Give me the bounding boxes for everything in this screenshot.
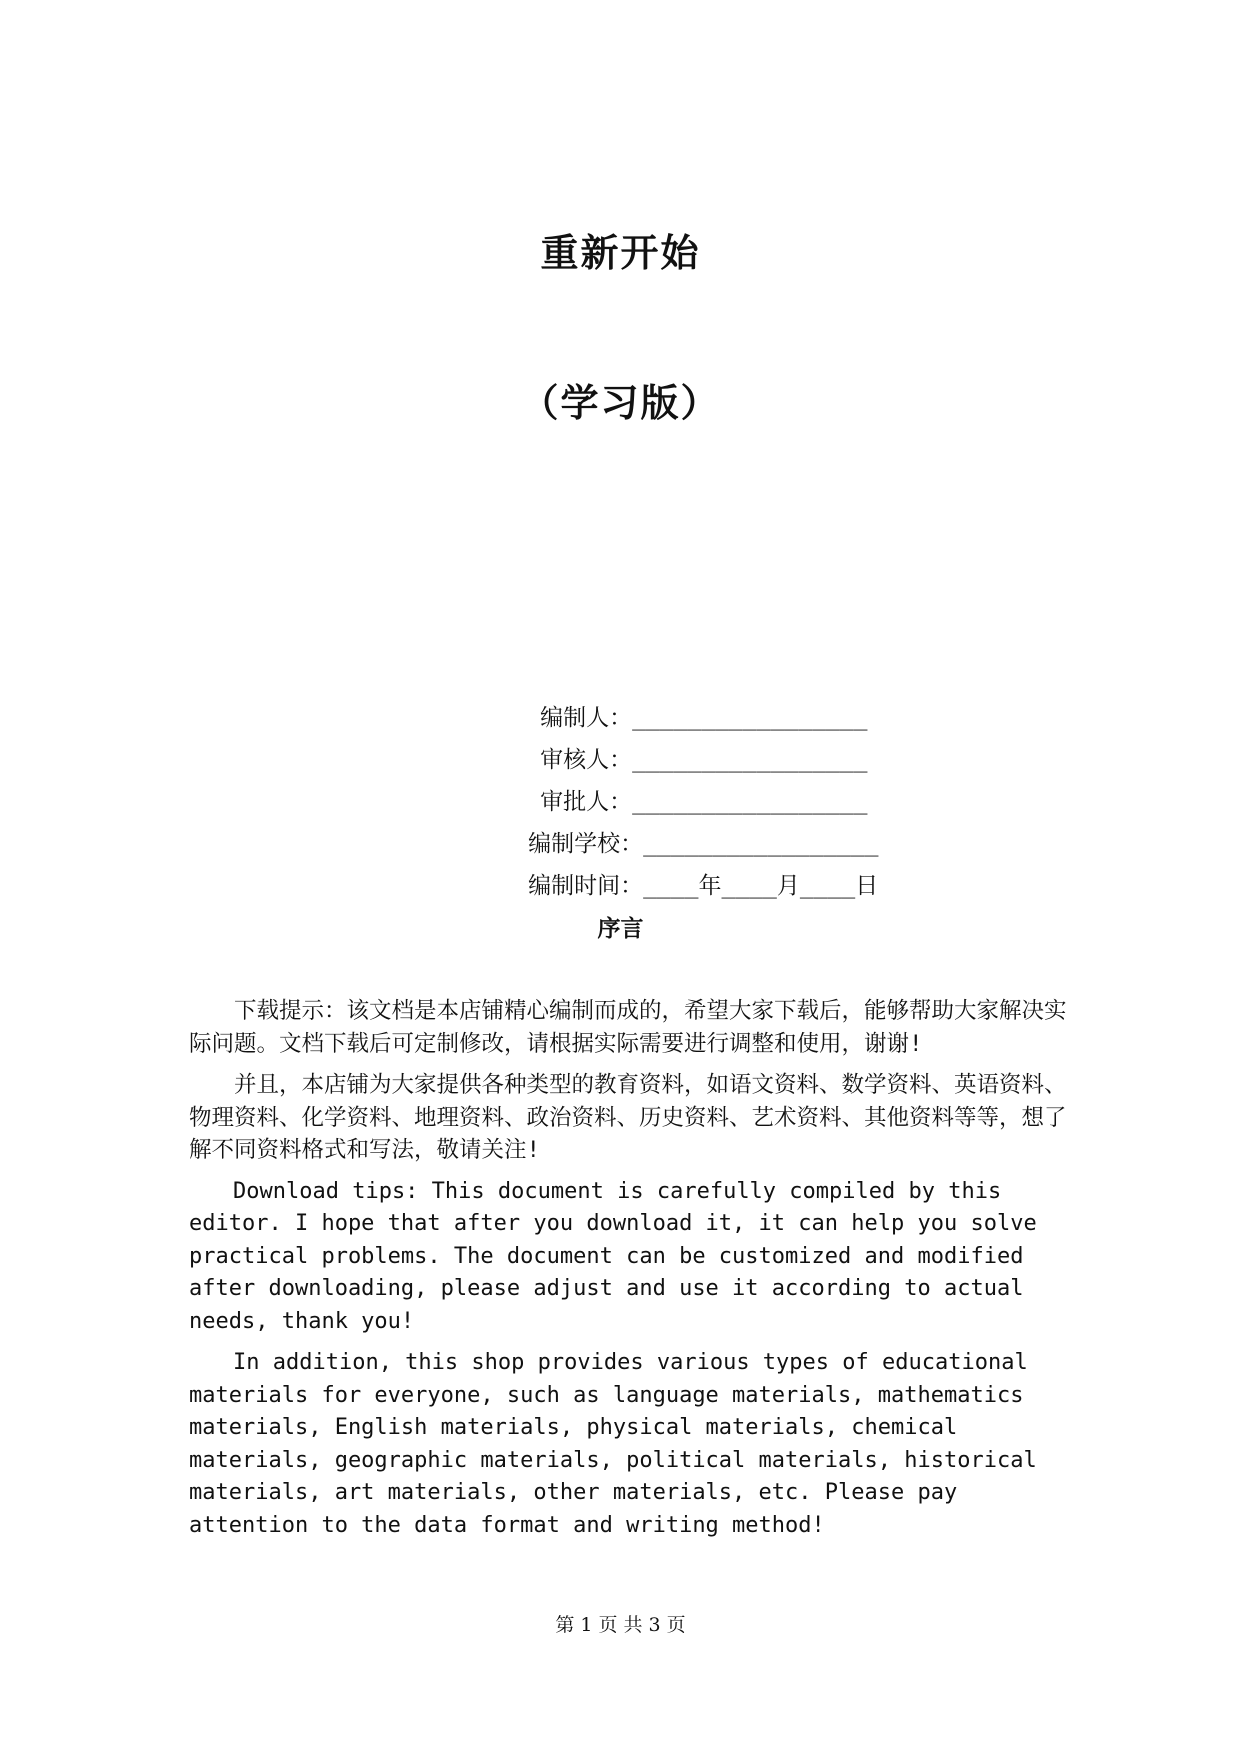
- field-school: [445, 784, 879, 857]
- document-title: 重新开始: [540, 230, 701, 275]
- preface-body: [189, 995, 1069, 1551]
- paragraph: 并且，本店铺为大家提供各种类型的教育资料，如语文资料、数学资料、英语资料、物理资料、化学资料、地理资料、政治资料、历史资料、艺术资料、其他资料等等，想了解不同资料格式和写法，敬请关注!: [189, 1072, 1067, 1163]
- field-label: 审核人：: [540, 747, 633, 773]
- field-value: _________________: [632, 747, 868, 773]
- paragraph: In addition, this shop provides various types of educational materials for everyone, such as language materials, mathematics materials, English materials, physical materials, chemical materials, geographic materials, political materials, historical materials, art materials, other materials, etc. Please pay attention to the data format and writing method!: [189, 1350, 1037, 1538]
- paragraph: Download tips: This document is carefully compiled by this editor. I hope that after you download it, it can help you solve practical problems. The document can be customized and modified after downloading, please adjust and use it according to actual needs, thank you!: [189, 1178, 1037, 1334]
- page-footer: 第 1 页 共 3 页: [555, 1614, 686, 1636]
- field-approver: [457, 742, 868, 815]
- field-label: 编制时间：: [528, 873, 644, 899]
- field-label: 审批人：: [540, 789, 633, 815]
- field-value: ____年____月____日: [643, 873, 879, 899]
- preface-heading: 序言: [597, 916, 644, 942]
- field-value: _________________: [632, 789, 868, 815]
- field-date: [445, 826, 879, 899]
- document-subtitle: （学习版）: [520, 380, 721, 425]
- field-compiler: [457, 658, 868, 731]
- field-reviewer: [457, 700, 868, 773]
- field-value: _________________: [643, 831, 879, 857]
- field-label: 编制学校：: [528, 831, 644, 857]
- paragraph: 下载提示：该文档是本店铺精心编制而成的，希望大家下载后，能够帮助大家解决实际问题。文档下载后可定制修改，请根据实际需要进行调整和使用，谢谢!: [189, 998, 1067, 1057]
- field-label: 编制人：: [540, 705, 633, 731]
- field-value: _________________: [632, 705, 868, 731]
